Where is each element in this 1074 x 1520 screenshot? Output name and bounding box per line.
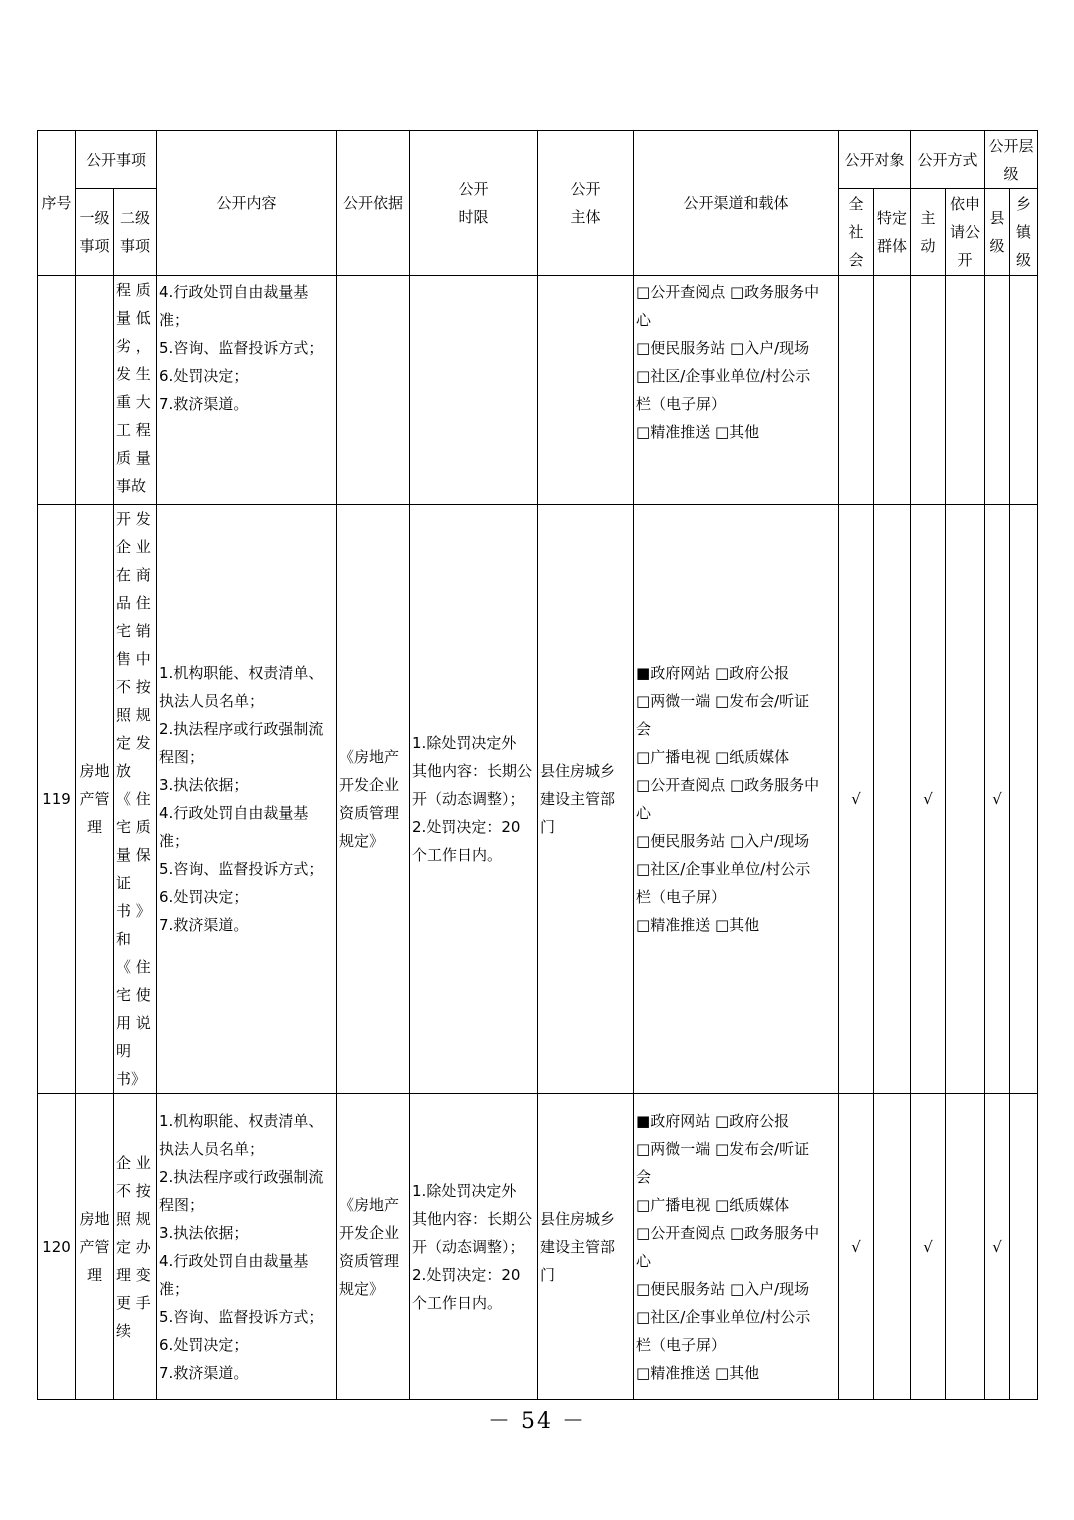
text-line: 7.救济渠道。 <box>159 1363 249 1382</box>
text-line: □便民服务站 □入户/现场 <box>636 339 810 357</box>
text-line: 2.处罚决定：20 <box>412 1265 521 1284</box>
row-level1 <box>76 505 114 1094</box>
text-line: 镇 <box>1016 223 1032 241</box>
text-line: □精准推送 □其他 <box>636 423 760 441</box>
text-line: 其他内容：长期公 <box>412 1209 533 1228</box>
text-line: 二级 <box>120 209 151 227</box>
text-line: 和 <box>116 930 132 948</box>
text-line: 主 <box>920 209 936 227</box>
header-channel: 公开渠道和载体 <box>634 131 839 276</box>
text-line: 宅 使 <box>116 986 151 1004</box>
header-limit <box>410 131 538 276</box>
text-line: 更 手 <box>116 1293 151 1312</box>
row-limit <box>410 276 538 505</box>
text-line: 全 <box>848 195 864 213</box>
header-subject <box>538 131 634 276</box>
text-line: 开（动态调整）； <box>412 1237 525 1256</box>
header-target-group <box>874 189 911 276</box>
text-line: 开 发 <box>116 510 151 528</box>
text-line: 特定 <box>877 209 908 227</box>
text-line: 准； <box>159 311 190 329</box>
text-line: □公开查阅点 □政务服务中 <box>636 776 820 794</box>
text-line: 主体 <box>570 208 601 226</box>
row-seq <box>38 276 76 505</box>
text-line: 书》 <box>116 1070 147 1088</box>
text-line: 定 办 <box>116 1237 151 1256</box>
text-line: 3.执法依据； <box>159 1223 249 1242</box>
text-line: 2.执法程序或行政强制流 <box>159 720 324 738</box>
row-town <box>1010 505 1038 1094</box>
text-line: 房地 <box>79 1209 110 1228</box>
text-line: 《房地产 <box>339 1195 400 1214</box>
text-line: □便民服务站 □入户/现场 <box>636 1279 810 1298</box>
text-line: 6.处罚决定； <box>159 888 249 906</box>
row-county: √ <box>985 1094 1010 1400</box>
text-line: 量 低 <box>116 309 151 327</box>
text-line: 公开层 <box>988 136 1034 155</box>
row-county <box>985 276 1010 505</box>
text-line: 4.行政处罚自由裁量基 <box>159 283 309 301</box>
row-content <box>157 1094 337 1400</box>
text-line: 《 住 <box>116 790 151 808</box>
header-method-active <box>911 189 946 276</box>
row-seq: 120 <box>38 1094 76 1400</box>
text-line: 执法人员名单； <box>159 1139 265 1158</box>
header-method-apply <box>946 189 985 276</box>
text-line: 开 <box>957 251 973 269</box>
row-level1 <box>76 1094 114 1400</box>
text-line: 会 <box>636 720 652 738</box>
row-limit <box>410 1094 538 1400</box>
row-level2 <box>114 276 157 505</box>
text-line: 照 规 <box>116 706 151 724</box>
text-line: 心 <box>636 804 652 822</box>
text-line: 准； <box>159 832 190 850</box>
text-line: 规定》 <box>339 1279 385 1298</box>
text-line: □社区/企事业单位/村公示 <box>636 1307 811 1326</box>
text-line: 3.执法依据； <box>159 776 249 794</box>
text-line: 程 质 <box>116 281 151 299</box>
text-line: 事项 <box>79 237 110 255</box>
row-town <box>1010 1094 1038 1400</box>
row-active: √ <box>911 505 946 1094</box>
text-line: 7.救济渠道。 <box>159 916 249 934</box>
text-line: □社区/企事业单位/村公示 <box>636 860 811 878</box>
row-all: √ <box>839 1094 874 1400</box>
text-line: 书 》 <box>116 902 151 920</box>
text-line: 理 <box>86 1265 102 1284</box>
text-line: ■政府网站 □政府公报 <box>636 1111 790 1130</box>
text-line: ■政府网站 □政府公报 <box>636 664 790 682</box>
header-target-all <box>839 189 874 276</box>
row-county: √ <box>985 505 1010 1094</box>
text-line: □公开查阅点 □政务服务中 <box>636 1223 820 1242</box>
row-subject <box>538 505 634 1094</box>
table-row <box>38 505 1038 1094</box>
text-line: 时限 <box>458 208 489 226</box>
text-line: □两微一端 □发布会/听证 <box>636 692 810 710</box>
text-line: 个工作日内。 <box>412 846 503 864</box>
text-line: 企 业 <box>116 538 151 556</box>
text-line: 2.执法程序或行政强制流 <box>159 1167 324 1186</box>
text-line: 7.救济渠道。 <box>159 395 249 413</box>
text-line: 《房地产 <box>339 748 400 766</box>
text-line: □精准推送 □其他 <box>636 1363 760 1382</box>
text-line: 售 中 <box>116 650 151 668</box>
text-line: 一级 <box>79 209 110 227</box>
text-line: 规定》 <box>339 832 385 850</box>
text-line: 群体 <box>877 237 908 255</box>
header-level <box>985 131 1038 189</box>
table-row <box>38 1094 1038 1400</box>
text-line: 劣 ， <box>116 337 151 355</box>
text-line: 4.行政处罚自由裁量基 <box>159 1251 309 1270</box>
text-line: 开（动态调整）； <box>412 790 525 808</box>
row-channels <box>634 505 839 1094</box>
row-group <box>874 505 911 1094</box>
text-line: 资质管理 <box>339 1251 400 1270</box>
text-line: 1.除处罚决定外 <box>412 734 517 752</box>
text-line: 在 商 <box>116 566 151 584</box>
row-level2 <box>114 505 157 1094</box>
text-line: 理 <box>86 818 102 836</box>
table-row <box>38 276 1038 505</box>
text-line: 不 按 <box>116 1181 151 1200</box>
text-line: 事故 <box>116 477 147 495</box>
text-line: 会 <box>636 1167 652 1186</box>
text-line: 定 发 <box>116 734 151 752</box>
text-line: 《 住 <box>116 958 151 976</box>
text-line: 栏（电子屏） <box>636 1335 727 1354</box>
text-line: 产管 <box>79 1237 110 1256</box>
text-line: 社 <box>848 223 864 241</box>
text-line: 个工作日内。 <box>412 1293 503 1312</box>
text-line: 2.处罚决定：20 <box>412 818 521 836</box>
text-line: 级 <box>1003 164 1019 183</box>
text-line: 4.行政处罚自由裁量基 <box>159 804 309 822</box>
text-line: 级 <box>1016 251 1032 269</box>
row-seq: 119 <box>38 505 76 1094</box>
row-subject <box>538 1094 634 1400</box>
header-level-county <box>985 189 1010 276</box>
text-line: 其他内容：长期公 <box>412 762 533 780</box>
text-line: 建设主管部 <box>540 790 616 808</box>
row-all: √ <box>839 505 874 1094</box>
header-item: 公开事项 <box>76 131 157 189</box>
text-line: 证 <box>116 874 132 892</box>
text-line: 程图； <box>159 1195 205 1214</box>
row-apply <box>946 505 985 1094</box>
text-line: 重 大 <box>116 393 151 411</box>
text-line: □精准推送 □其他 <box>636 916 760 934</box>
header-method: 公开方式 <box>911 131 985 189</box>
row-group <box>874 1094 911 1400</box>
text-line: 开发企业 <box>339 776 400 794</box>
text-line: 宅 销 <box>116 622 151 640</box>
text-line: 开发企业 <box>339 1223 400 1242</box>
row-apply <box>946 276 985 505</box>
row-town <box>1010 276 1038 505</box>
row-channels <box>634 1094 839 1400</box>
row-active <box>911 276 946 505</box>
header-seq: 序号 <box>38 131 76 276</box>
text-line: □广播电视 □纸质媒体 <box>636 748 790 766</box>
text-line: 公开 <box>570 180 601 198</box>
text-line: 5.咨询、监督投诉方式； <box>159 1307 324 1326</box>
text-line: □两微一端 □发布会/听证 <box>636 1139 810 1158</box>
header-content: 公开内容 <box>157 131 337 276</box>
row-basis <box>337 276 410 505</box>
text-line: 门 <box>540 1265 556 1284</box>
text-line: 照 规 <box>116 1209 151 1228</box>
row-subject <box>538 276 634 505</box>
text-line: 企 业 <box>116 1153 151 1172</box>
text-line: 建设主管部 <box>540 1237 616 1256</box>
text-line: 县 <box>989 209 1005 227</box>
text-line: □社区/企事业单位/村公示 <box>636 367 811 385</box>
text-line: 工 程 <box>116 421 151 439</box>
row-content <box>157 505 337 1094</box>
text-line: 续 <box>116 1321 132 1340</box>
text-line: 产管 <box>79 790 110 808</box>
text-line: 事项 <box>120 237 151 255</box>
text-line: 5.咨询、监督投诉方式； <box>159 339 324 357</box>
text-line: 理 变 <box>116 1265 151 1284</box>
text-line: 县住房城乡 <box>540 762 616 780</box>
text-line: 不 按 <box>116 678 151 696</box>
text-line: 会 <box>848 251 864 269</box>
row-group <box>874 276 911 505</box>
text-line: 县住房城乡 <box>540 1209 616 1228</box>
text-line: 程图； <box>159 748 205 766</box>
text-line: 执法人员名单； <box>159 692 265 710</box>
text-line: 心 <box>636 311 652 329</box>
text-line: 依申 <box>950 195 981 213</box>
text-line: 量 保 <box>116 846 151 864</box>
text-line: 门 <box>540 818 556 836</box>
text-line: □便民服务站 □入户/现场 <box>636 832 810 850</box>
text-line: 1.机构职能、权责清单、 <box>159 1111 324 1130</box>
text-line: 质 量 <box>116 449 151 467</box>
text-line: 发 生 <box>116 365 151 383</box>
text-line: 心 <box>636 1251 652 1270</box>
text-line: 6.处罚决定； <box>159 367 249 385</box>
text-line: 动 <box>920 237 936 255</box>
text-line: 明 <box>116 1042 132 1060</box>
text-line: 用 说 <box>116 1014 151 1032</box>
row-basis <box>337 505 410 1094</box>
text-line: □公开查阅点 □政务服务中 <box>636 283 820 301</box>
text-line: 房地 <box>79 762 110 780</box>
row-apply <box>946 1094 985 1400</box>
text-line: 级 <box>989 237 1005 255</box>
row-active: √ <box>911 1094 946 1400</box>
row-content <box>157 276 337 505</box>
page-number: － 54 － <box>488 1409 586 1434</box>
row-limit <box>410 505 538 1094</box>
text-line: 放 <box>116 762 132 780</box>
row-channels <box>634 276 839 505</box>
text-line: 1.除处罚决定外 <box>412 1181 517 1200</box>
text-line: 1.机构职能、权责清单、 <box>159 664 324 682</box>
header-basis: 公开依据 <box>337 131 410 276</box>
text-line: 栏（电子屏） <box>636 395 727 413</box>
text-line: 公开 <box>458 180 489 198</box>
row-level1 <box>76 276 114 505</box>
text-line: □广播电视 □纸质媒体 <box>636 1195 790 1214</box>
text-line: 6.处罚决定； <box>159 1335 249 1354</box>
text-line: 5.咨询、监督投诉方式； <box>159 860 324 878</box>
text-line: 资质管理 <box>339 804 400 822</box>
header-row-1 <box>38 131 1038 189</box>
text-line: 乡 <box>1016 195 1032 213</box>
header-level1 <box>76 189 114 276</box>
row-level2 <box>114 1094 157 1400</box>
row-all <box>839 276 874 505</box>
text-line: 品 住 <box>116 594 151 612</box>
disclosure-table <box>37 130 1038 1400</box>
text-line: 宅 质 <box>116 818 151 836</box>
text-line: 准； <box>159 1279 190 1298</box>
text-line: 栏（电子屏） <box>636 888 727 906</box>
row-basis <box>337 1094 410 1400</box>
header-target: 公开对象 <box>839 131 911 189</box>
header-level-town <box>1010 189 1038 276</box>
header-level2 <box>114 189 157 276</box>
text-line: 请公 <box>950 223 981 241</box>
